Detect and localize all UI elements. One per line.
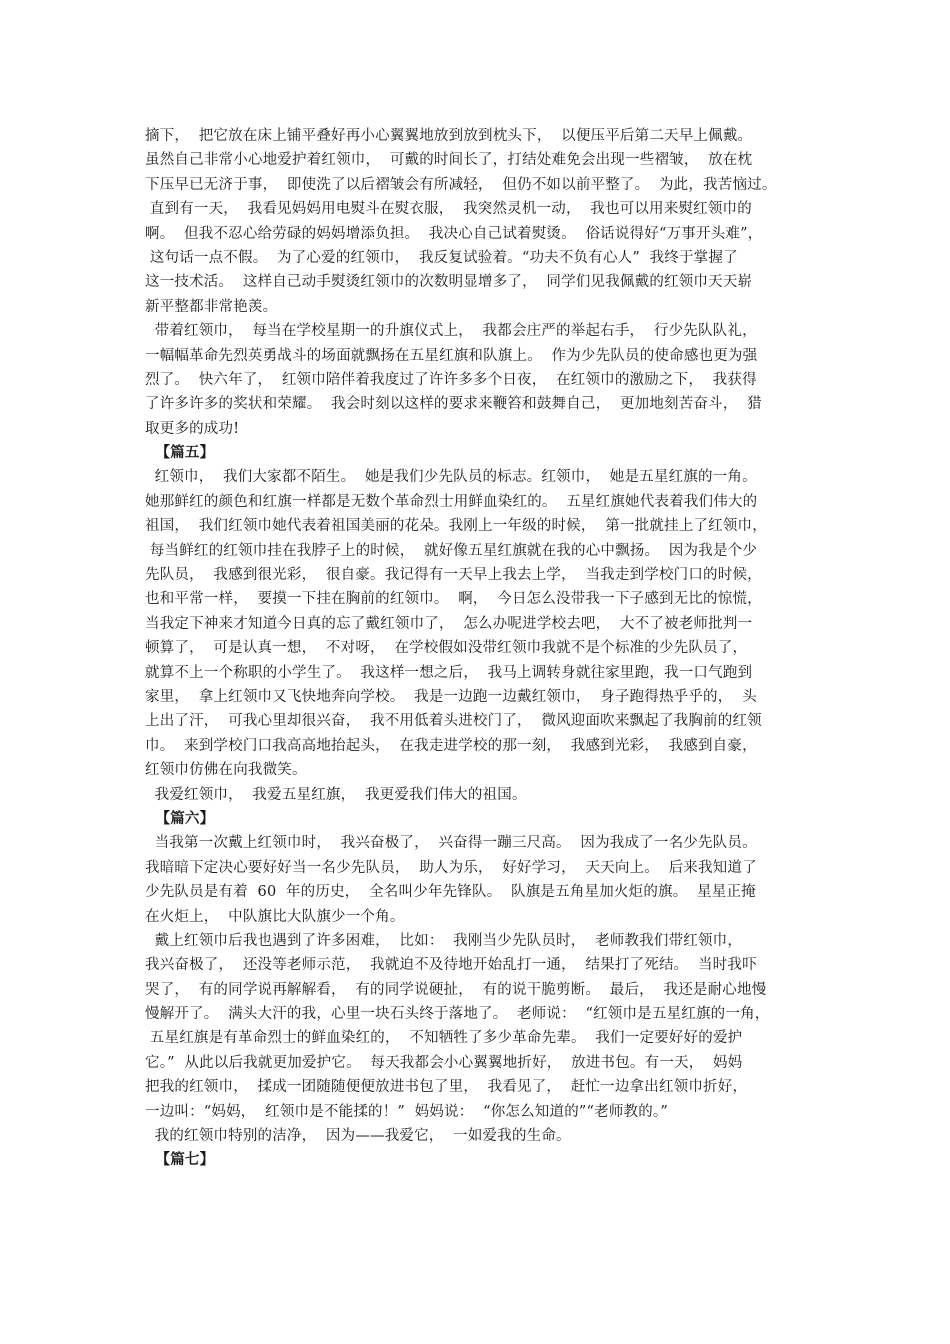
text-line: 上出了汗， 可我心里却很兴奋， 我不用低着头进校门了， 微风迎面吹来飘起了我胸前的红领 <box>145 713 762 730</box>
text-line: 五星红旗是有革命烈士的鲜血染红的， 不知牺牲了多少革命先辈。 我们一定要好好的爱护 <box>145 1030 743 1047</box>
text-line: 先队员， 我感到很光彩， 很自豪。我记得有一天早上我去上学， 当我走到学校门口的时候， <box>145 567 762 584</box>
text-line: 这一技术活。 这样自己动手熨烫红领巾的次数明显增多了， 同学们见我佩戴的红领巾天天崭 <box>145 274 753 291</box>
text-line: 每当鲜红的红领巾挂在我脖子上的时候， 就好像五星红旗就在我的心中飘扬。 因为我是个少 <box>145 542 758 559</box>
text-line: 当我第一次戴上红领巾时， 我兴奋极了， 兴奋得一蹦三尺高。 因为我成了一名少先队员。 <box>145 835 757 852</box>
text-line: 摘下， 把它放在床上铺平叠好再小心翼翼地放到放到枕头下， 以便压平后第二天早上佩戴。 <box>145 128 753 144</box>
text-line: 取更多的成功! <box>145 420 240 437</box>
text-line: 少先队员是有着 60 年的历史， 全名叫少年先锋队。 队旗是五角星加火炬的旗。 星星正掩 <box>145 884 756 901</box>
text-line: 哭了， 有的同学说再解解看， 有的同学说硬扯， 有的说干脆剪断。 最后， 我还是耐心地慢 <box>145 981 767 998</box>
section-heading: 【篇七】 <box>145 1151 215 1169</box>
text-line: 家里， 拿上红领巾又飞快地奔向学校。 我是一边跑一边戴红领巾， 身子跑得热乎乎的， 头 <box>145 688 757 705</box>
text-line: 红领巾仿佛在向我微笑。 <box>145 762 307 779</box>
text-line: 我的红领巾特别的洁净， 因为——我爱它， 一如爱我的生命。 <box>145 1128 571 1145</box>
text-line: 新平整都非常艳羡。 <box>145 298 278 315</box>
text-line: 它。” 从此以后我就更加爱护它。 每天我都会小心翼翼地折好， 放进书包。有一天， 妈妈 <box>145 1054 743 1071</box>
document-page <box>145 124 820 1173</box>
text-line: 祖国， 我们红领巾她代表着祖国美丽的花朵。我刚上一年级的时候， 第一批就挂上了红领巾， <box>145 518 767 535</box>
text-line: 巾。 来到学校门口我高高地抬起头， 在我走进学校的那一刻， 我感到光彩， 我感到自豪， <box>145 737 757 754</box>
text-line: 慢解开了。 满头大汗的我，心里一块石头终于落地了。 老师说： “红领巾是五星红旗的一角， <box>145 1006 770 1023</box>
text-line: 下压早已无济于事， 即使洗了以后褶皱会有所减轻， 但仍不如以前平整了。 为此，我苦恼过。 <box>145 176 777 193</box>
text-line: 当我定下神来才知道今日真的忘了戴红领巾了， 怎么办呢进学校去吧， 大不了被老师批判一 <box>145 615 753 632</box>
text-line: 也和平常一样， 要摸一下挂在胸前的红领巾。 啊， 今日怎么没带我一下子感到无比的惊慌， <box>145 591 762 608</box>
text-line: 带着红领巾， 每当在学校星期一的升旗仪式上， 我都会庄严的举起右手， 行少先队队礼， <box>145 323 757 340</box>
section-heading: 【篇五】 <box>145 444 215 462</box>
text-line: 在火炬上， 中队旗比大队旗少一个角。 <box>145 908 405 925</box>
text-line: 啊。 但我不忍心给劳碌的妈妈增添负担。 我决心自己试着熨烫。 俗话说得好“万事开头难”， <box>145 225 763 242</box>
text-line: 了许多许多的奖状和荣耀。 我会时刻以这样的要求来鞭笞和鼓舞自己， 更加地刻苦奋斗， 猎 <box>145 396 762 413</box>
text-line: 烈了。 快六年了， 红领巾陪伴着我度过了许许多多个日夜， 在红领巾的激励之下， 我获得 <box>145 371 757 388</box>
text-line: 我爱红领巾， 我爱五星红旗， 我更爱我们伟大的祖国。 <box>145 786 527 803</box>
text-line: 我兴奋极了， 还没等老师示范， 我就迫不及待地开始乱打一通， 结果打了死结。 当时我吓 <box>145 957 757 974</box>
text-line: 红领巾， 我们大家都不陌生。 她是我们少先队员的标志。红领巾， 她是五星红旗的一角。 <box>145 469 757 486</box>
text-line: 这句话一点不假。 为了心爱的红领巾， 我反复试验着。“功夫不负有心人” 我终于掌握了 <box>145 249 738 266</box>
text-line: 虽然自己非常小心地爱护着红领巾， 可戴的时间长了，打结处难免会出现一些褶皱， 放在枕 <box>145 152 753 169</box>
text-line: 直到有一天， 我看见妈妈用电熨斗在熨衣服， 我突然灵机一动， 我也可以用来熨红领巾的 <box>145 201 752 218</box>
section-heading: 【篇六】 <box>145 809 215 827</box>
text-line: 顿算了， 可是认真一想， 不对呀， 在学校假如没带红领巾我就不是个标准的少先队员了， <box>145 640 748 657</box>
text-line: 一幅幅革命先烈英勇战斗的场面就飘扬在五星红旗和队旗上。 作为少先队员的使命感也更为强 <box>145 347 758 364</box>
text-line: 就算不上一个称职的小学生了。 我这样一想之后， 我马上调转身就往家里跑，我一口气跑到 <box>145 664 753 681</box>
text-line: 一边叫：“妈妈， 红领巾是不能揉的！” 妈妈说： “你怎么知道的”“老师教的。” <box>145 1103 668 1120</box>
text-line: 戴上红领巾后我也遇到了许多困难， 比如： 我刚当少先队员时， 老师教我们带红领巾， <box>145 932 743 949</box>
text-line: 把我的红领巾， 揉成一团随随便便放进书包了里， 我看见了， 赶忙一边拿出红领巾折好， <box>145 1079 748 1096</box>
text-line: 她那鲜红的颜色和红旗一样都是无数个革命烈士用鲜血染红的。 五星红旗她代表着我们伟大的 <box>145 493 758 510</box>
text-line: 我暗暗下定决心要好好当一名少先队员， 助人为乐， 好好学习， 天天向上。 后来我知道了 <box>145 859 757 876</box>
